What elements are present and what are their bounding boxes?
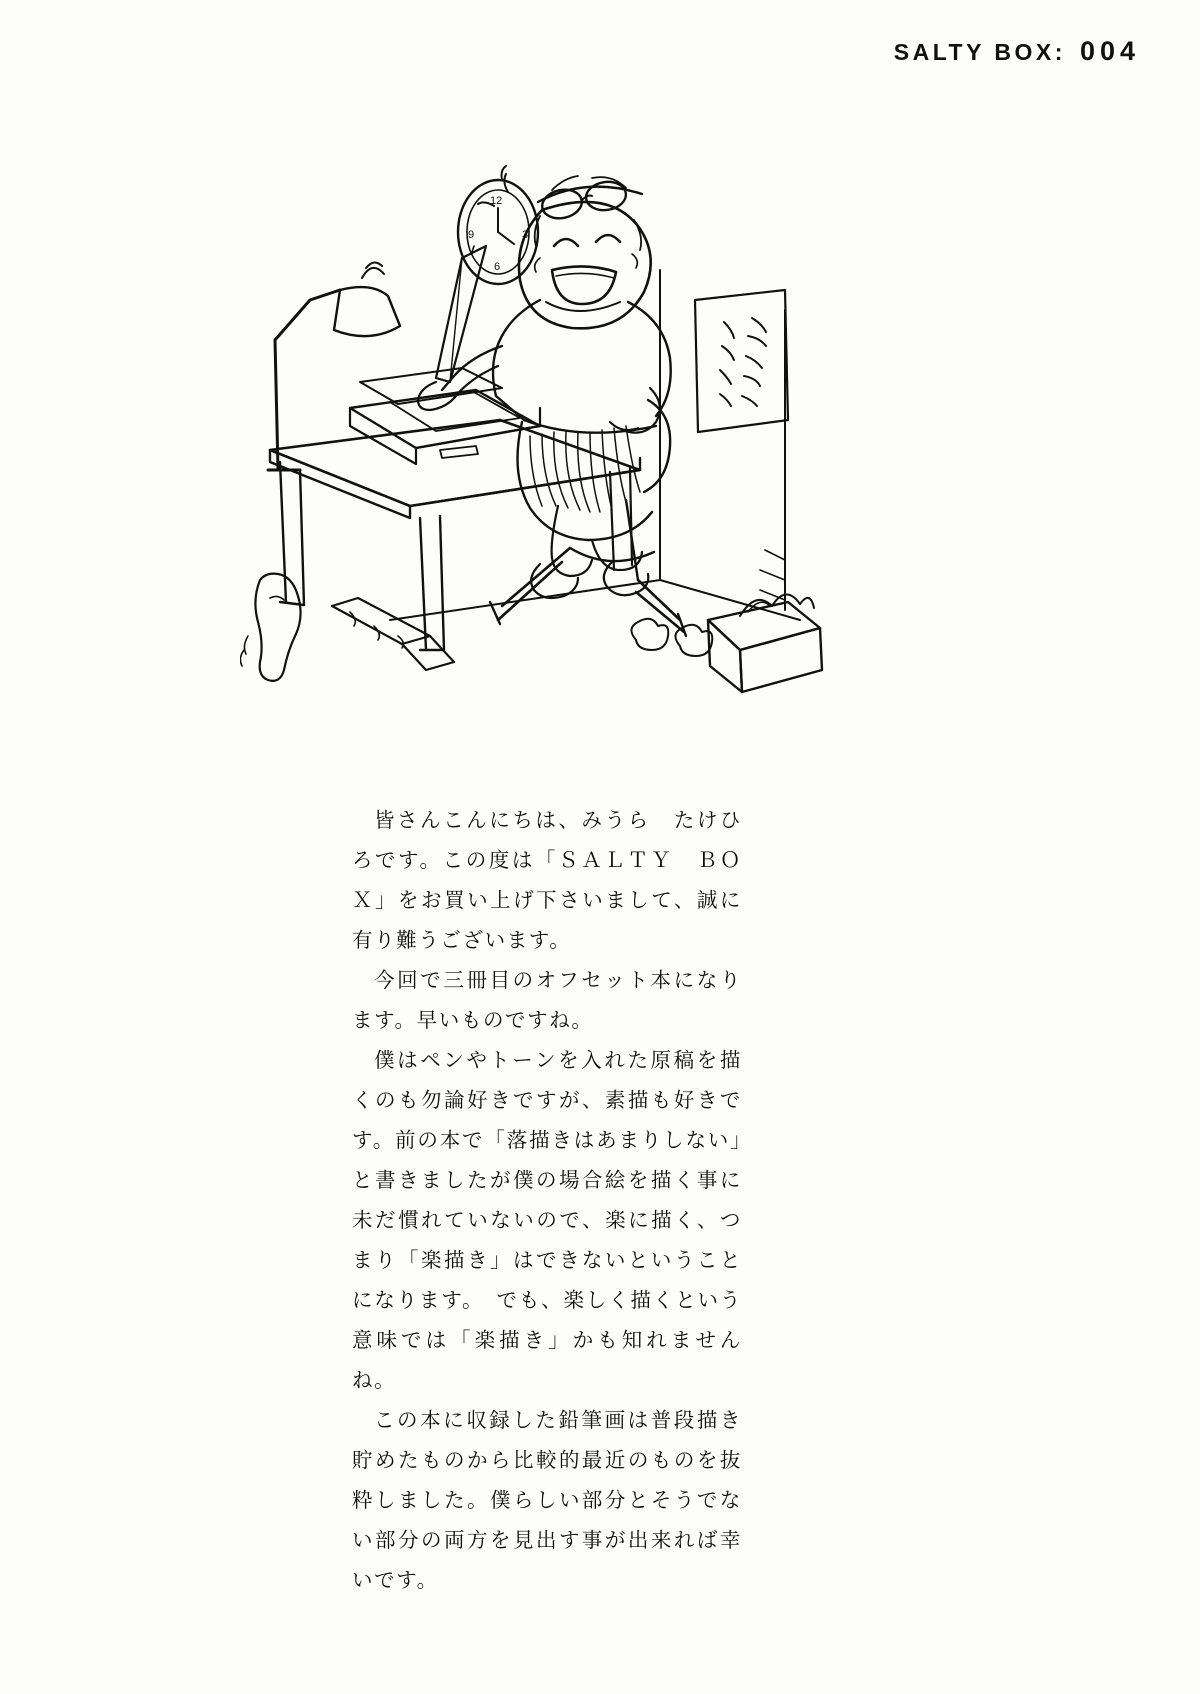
svg-text:12: 12 (490, 195, 503, 207)
paragraph-3: 僕はペンやトーンを入れた原稿を描くのも勿論好きですが、素描も好きです。前の本で「落描きはあまりしない」と書きましたが僕の場合絵を描く事に未だ慣れていないので、楽に描く、つまり「楽描き」はできないということになります。 でも、楽しく描くという意味では「楽描き」かも知れませんね。 (352, 1048, 742, 1392)
svg-text:6: 6 (494, 261, 501, 273)
paragraph-2: 今回で三冊目のオフセット本になります。早いものですね。 (352, 968, 742, 1032)
artist-at-desk-illustration (240, 150, 880, 770)
svg-text:3: 3 (522, 229, 529, 241)
afterword-text (352, 800, 742, 1600)
svg-text:9: 9 (468, 229, 475, 241)
paragraph-4: この本に収録した鉛筆画は普段描き貯めたものから比較的最近のものを抜粋しました。僕らしい部分とそうでない部分の両方を見出す事が出来れば幸いです。 (352, 1408, 742, 1592)
page-number: 004 (1079, 36, 1140, 66)
page-header (894, 36, 1140, 67)
book-title: SALTY BOX: (893, 39, 1066, 65)
paragraph-1: 皆さんこんにちは、みうら たけひろです。この度は「ＳＡＬＴＹ ＢＯＸ」をお買い上げ下さいまして、誠に有り難うございます。 (352, 808, 742, 952)
